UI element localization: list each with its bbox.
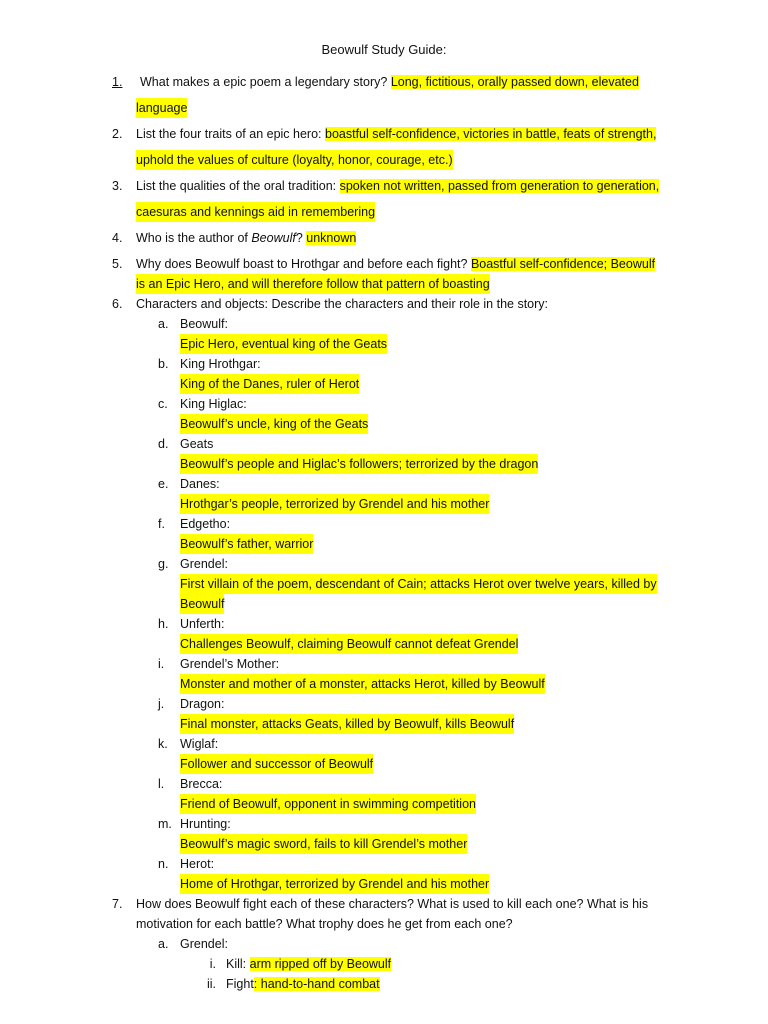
answer-highlight: unknown <box>306 231 357 245</box>
character-description: Hrothgar’s people, terrorized by Grendel and his mother <box>180 494 489 514</box>
question-number: 5. <box>112 257 123 271</box>
question-title-italic: Beowulf <box>251 231 296 245</box>
sub-letter: e. <box>158 477 169 491</box>
character-name: Unferth: <box>180 617 225 631</box>
question-number: 4. <box>112 231 123 245</box>
sub-letter: d. <box>158 437 169 451</box>
character-description: King of the Danes, ruler of Herot <box>180 374 359 394</box>
sub-letter: k. <box>158 737 168 751</box>
character-description: First villain of the poem, descendant of Cain; attacks Herot over twelve years, killed by <box>180 574 657 594</box>
character-name: King Hrothgar: <box>180 357 261 371</box>
answer-highlight: boastful self-confidence, victories in battle, feats of strength, <box>325 127 657 141</box>
answer-highlight: caesuras and kennings aid in remembering <box>136 202 375 222</box>
item-label: Fight <box>226 977 254 991</box>
sub-letter: i. <box>158 657 165 671</box>
question-text: Who is the author of <box>136 231 252 245</box>
character-description: Beowulf <box>180 594 224 614</box>
character-name: Herot: <box>180 857 215 871</box>
answer-highlight: spoken not written, passed from generation to generation, <box>339 179 660 193</box>
character-description: Follower and successor of Beowulf <box>180 754 373 774</box>
character-name: Beowulf: <box>180 317 228 331</box>
sub-letter: g. <box>158 557 169 571</box>
character-description: Final monster, attacks Geats, killed by Beowulf, kills Beowulf <box>180 714 514 734</box>
character-name: Edgetho: <box>180 517 231 531</box>
answer-highlight: uphold the values of culture (loyalty, honor, courage, etc.) <box>136 150 453 170</box>
character-name: Grendel’s Mother: <box>180 657 280 671</box>
question-number: 3. <box>112 179 123 193</box>
character-description: Epic Hero, eventual king of the Geats <box>180 334 387 354</box>
question-text: List the qualities of the oral tradition: <box>136 179 340 193</box>
character-description: Beowulf’s father, warrior <box>180 534 313 554</box>
question-text-end: ? <box>295 231 307 245</box>
character-name: Brecca: <box>180 777 223 791</box>
character-description: Monster and mother of a monster, attacks Herot, killed by Beowulf <box>180 674 545 694</box>
character-description: Home of Hrothgar, terrorized by Grendel and his mother <box>180 874 489 894</box>
question-text: List the four traits of an epic hero: <box>136 127 325 141</box>
answer-highlight: : hand-to-hand combat <box>253 977 380 991</box>
character-name: Hrunting: <box>180 817 231 831</box>
sub-letter: b. <box>158 357 169 371</box>
sub-letter: h. <box>158 617 169 631</box>
sub-letter: a. <box>158 317 169 331</box>
character-name: Dragon: <box>180 697 225 711</box>
character-name: Wiglaf: <box>180 737 219 751</box>
item-label: Kill: <box>226 957 250 971</box>
sub-letter: j. <box>158 697 165 711</box>
question-number: 7. <box>112 897 123 911</box>
character-description: Beowulf’s magic sword, fails to kill Grendel’s mother <box>180 834 467 854</box>
question-text: How does Beowulf fight each of these characters? What is used to kill each one? What is his <box>136 897 649 911</box>
character-description: Beowulf’s uncle, king of the Geats <box>180 414 368 434</box>
answer-highlight: language <box>136 98 187 118</box>
question-text: What makes a epic poem a legendary story? <box>140 75 391 89</box>
sub-letter: l. <box>158 777 165 791</box>
roman-numeral: ii. <box>206 977 216 991</box>
document-title: Beowulf Study Guide: <box>321 42 447 57</box>
character-name: Geats <box>180 437 214 451</box>
character-description: Challenges Beowulf, claiming Beowulf cannot defeat Grendel <box>180 634 518 654</box>
character-name: Danes: <box>180 477 220 491</box>
question-number: 6. <box>112 297 123 311</box>
answer-highlight: arm ripped off by Beowulf <box>249 957 392 971</box>
character-name: Grendel: <box>180 557 228 571</box>
sub-letter: n. <box>158 857 169 871</box>
question-text: motivation for each battle? What trophy does he get from each one? <box>136 917 513 931</box>
character-description: Friend of Beowulf, opponent in swimming competition <box>180 794 476 814</box>
question-number: 2. <box>112 127 123 141</box>
character-name: King Higlac: <box>180 397 247 411</box>
sub-letter: f. <box>158 517 165 531</box>
sub-letter: c. <box>158 397 168 411</box>
character-description: Beowulf’s people and Higlac’s followers; terrorized by the dragon <box>180 454 538 474</box>
answer-highlight: is an Epic Hero, and will therefore follow that pattern of boasting <box>136 274 490 294</box>
answer-highlight: Long, fictitious, orally passed down, elevated <box>390 75 639 89</box>
sub-letter: m. <box>158 817 172 831</box>
question-text: Why does Beowulf boast to Hrothgar and before each fight? <box>136 257 471 271</box>
answer-highlight: Boastful self-confidence; Beowulf <box>470 257 656 271</box>
question-number: 1. <box>112 75 123 89</box>
sub-name: Grendel: <box>180 937 228 951</box>
sub-letter: a. <box>158 937 169 951</box>
question-text: Characters and objects: Describe the characters and their role in the story: <box>136 297 549 311</box>
roman-numeral: i. <box>209 957 216 971</box>
